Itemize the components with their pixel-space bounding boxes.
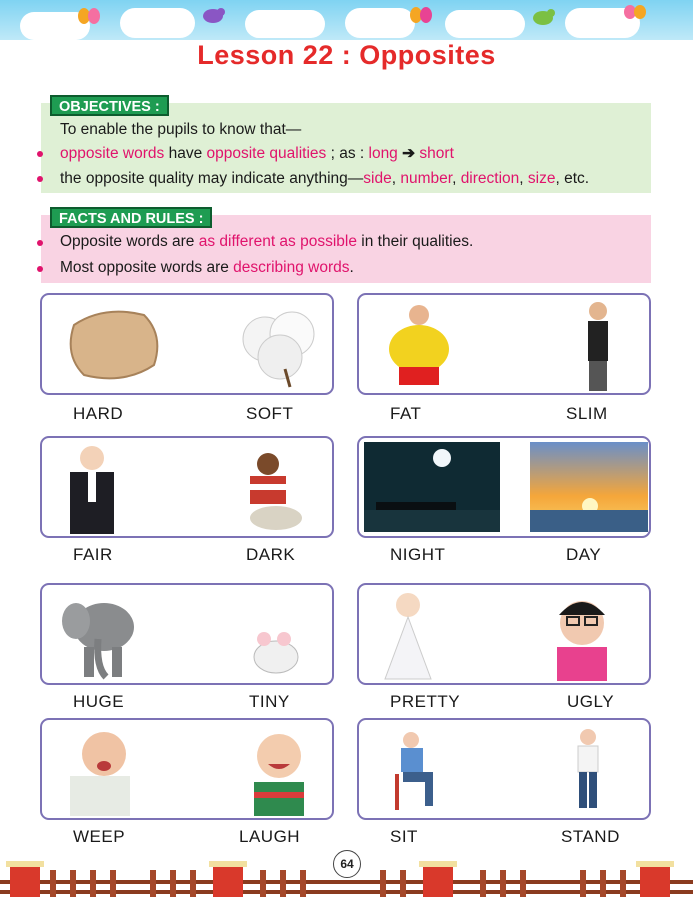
word-left: SIT: [390, 827, 418, 846]
fact-bullet-1: Opposite words are as different as possible in their qualities.: [60, 233, 474, 250]
bullet-icon: [37, 176, 43, 182]
opposite-card-sit-stand: [357, 718, 651, 820]
header-sky-banner: [0, 0, 693, 40]
word-left: PRETTY: [390, 692, 461, 711]
lamp-post-icon: [209, 861, 247, 897]
night-sea-image: [364, 442, 500, 532]
bullet-icon: [37, 240, 43, 246]
word-right: UGLY: [567, 692, 615, 711]
bird-icon: [203, 8, 225, 23]
sitting-child-image: [389, 730, 439, 814]
fact-bullet-2: Most opposite words are describing words.: [60, 259, 354, 276]
word-right: SLIM: [566, 404, 608, 423]
opposite-card-fat-slim: [357, 293, 651, 395]
fat-person-image: [379, 301, 459, 393]
day-sunrise-image: [530, 442, 648, 532]
opposite-card-pretty-ugly: [357, 583, 651, 685]
pretty-girl-image: [373, 589, 443, 683]
bullet-icon: [37, 151, 43, 157]
objective-bullet-1: opposite words have opposite qualities ; as : long ➔ short: [60, 145, 454, 162]
ugly-face-image: [545, 589, 619, 683]
butterfly-icon: [624, 5, 646, 19]
word-left: FAT: [390, 404, 422, 423]
hard-bread-image: [64, 305, 164, 385]
fair-boy-image: [62, 442, 122, 536]
page-number: 64: [333, 850, 361, 878]
word-left: FAIR: [73, 545, 113, 564]
word-left: WEEP: [73, 827, 126, 846]
opposite-card-weep-laugh: [40, 718, 334, 820]
word-right: SOFT: [246, 404, 294, 423]
lamp-post-icon: [419, 861, 457, 897]
opposite-card-fair-dark: [40, 436, 334, 538]
weeping-baby-image: [66, 726, 136, 816]
slim-person-image: [573, 299, 623, 393]
butterfly-icon: [78, 8, 100, 24]
objectives-intro: To enable the pupils to know that—: [60, 121, 302, 138]
word-right: DAY: [566, 545, 602, 564]
word-right: LAUGH: [239, 827, 301, 846]
mouse-image: [246, 625, 306, 681]
butterfly-icon: [410, 7, 432, 23]
opposite-card-huge-tiny: [40, 583, 334, 685]
elephant-image: [58, 589, 144, 681]
word-right: STAND: [561, 827, 620, 846]
dark-baby-image: [238, 450, 308, 532]
bird-icon: [533, 9, 555, 25]
word-right: TINY: [249, 692, 290, 711]
bullet-icon: [37, 266, 43, 272]
facts-heading: FACTS AND RULES :: [50, 207, 212, 228]
page-title: Lesson 22 : Opposites: [197, 40, 496, 70]
word-left: NIGHT: [390, 545, 446, 564]
opposite-card-night-day: [357, 436, 651, 538]
objectives-heading: OBJECTIVES :: [50, 95, 169, 116]
word-right: DARK: [246, 545, 296, 564]
lamp-post-icon: [6, 861, 44, 897]
word-left: HUGE: [73, 692, 125, 711]
objective-bullet-2: the opposite quality may indicate anything—side, number, direction, size, etc.: [60, 170, 590, 187]
cotton-ball-image: [230, 299, 330, 389]
opposite-card-hard-soft: [40, 293, 334, 395]
lamp-post-icon: [636, 861, 674, 897]
word-left: HARD: [73, 404, 124, 423]
laughing-baby-image: [246, 726, 312, 816]
standing-child-image: [573, 728, 603, 816]
